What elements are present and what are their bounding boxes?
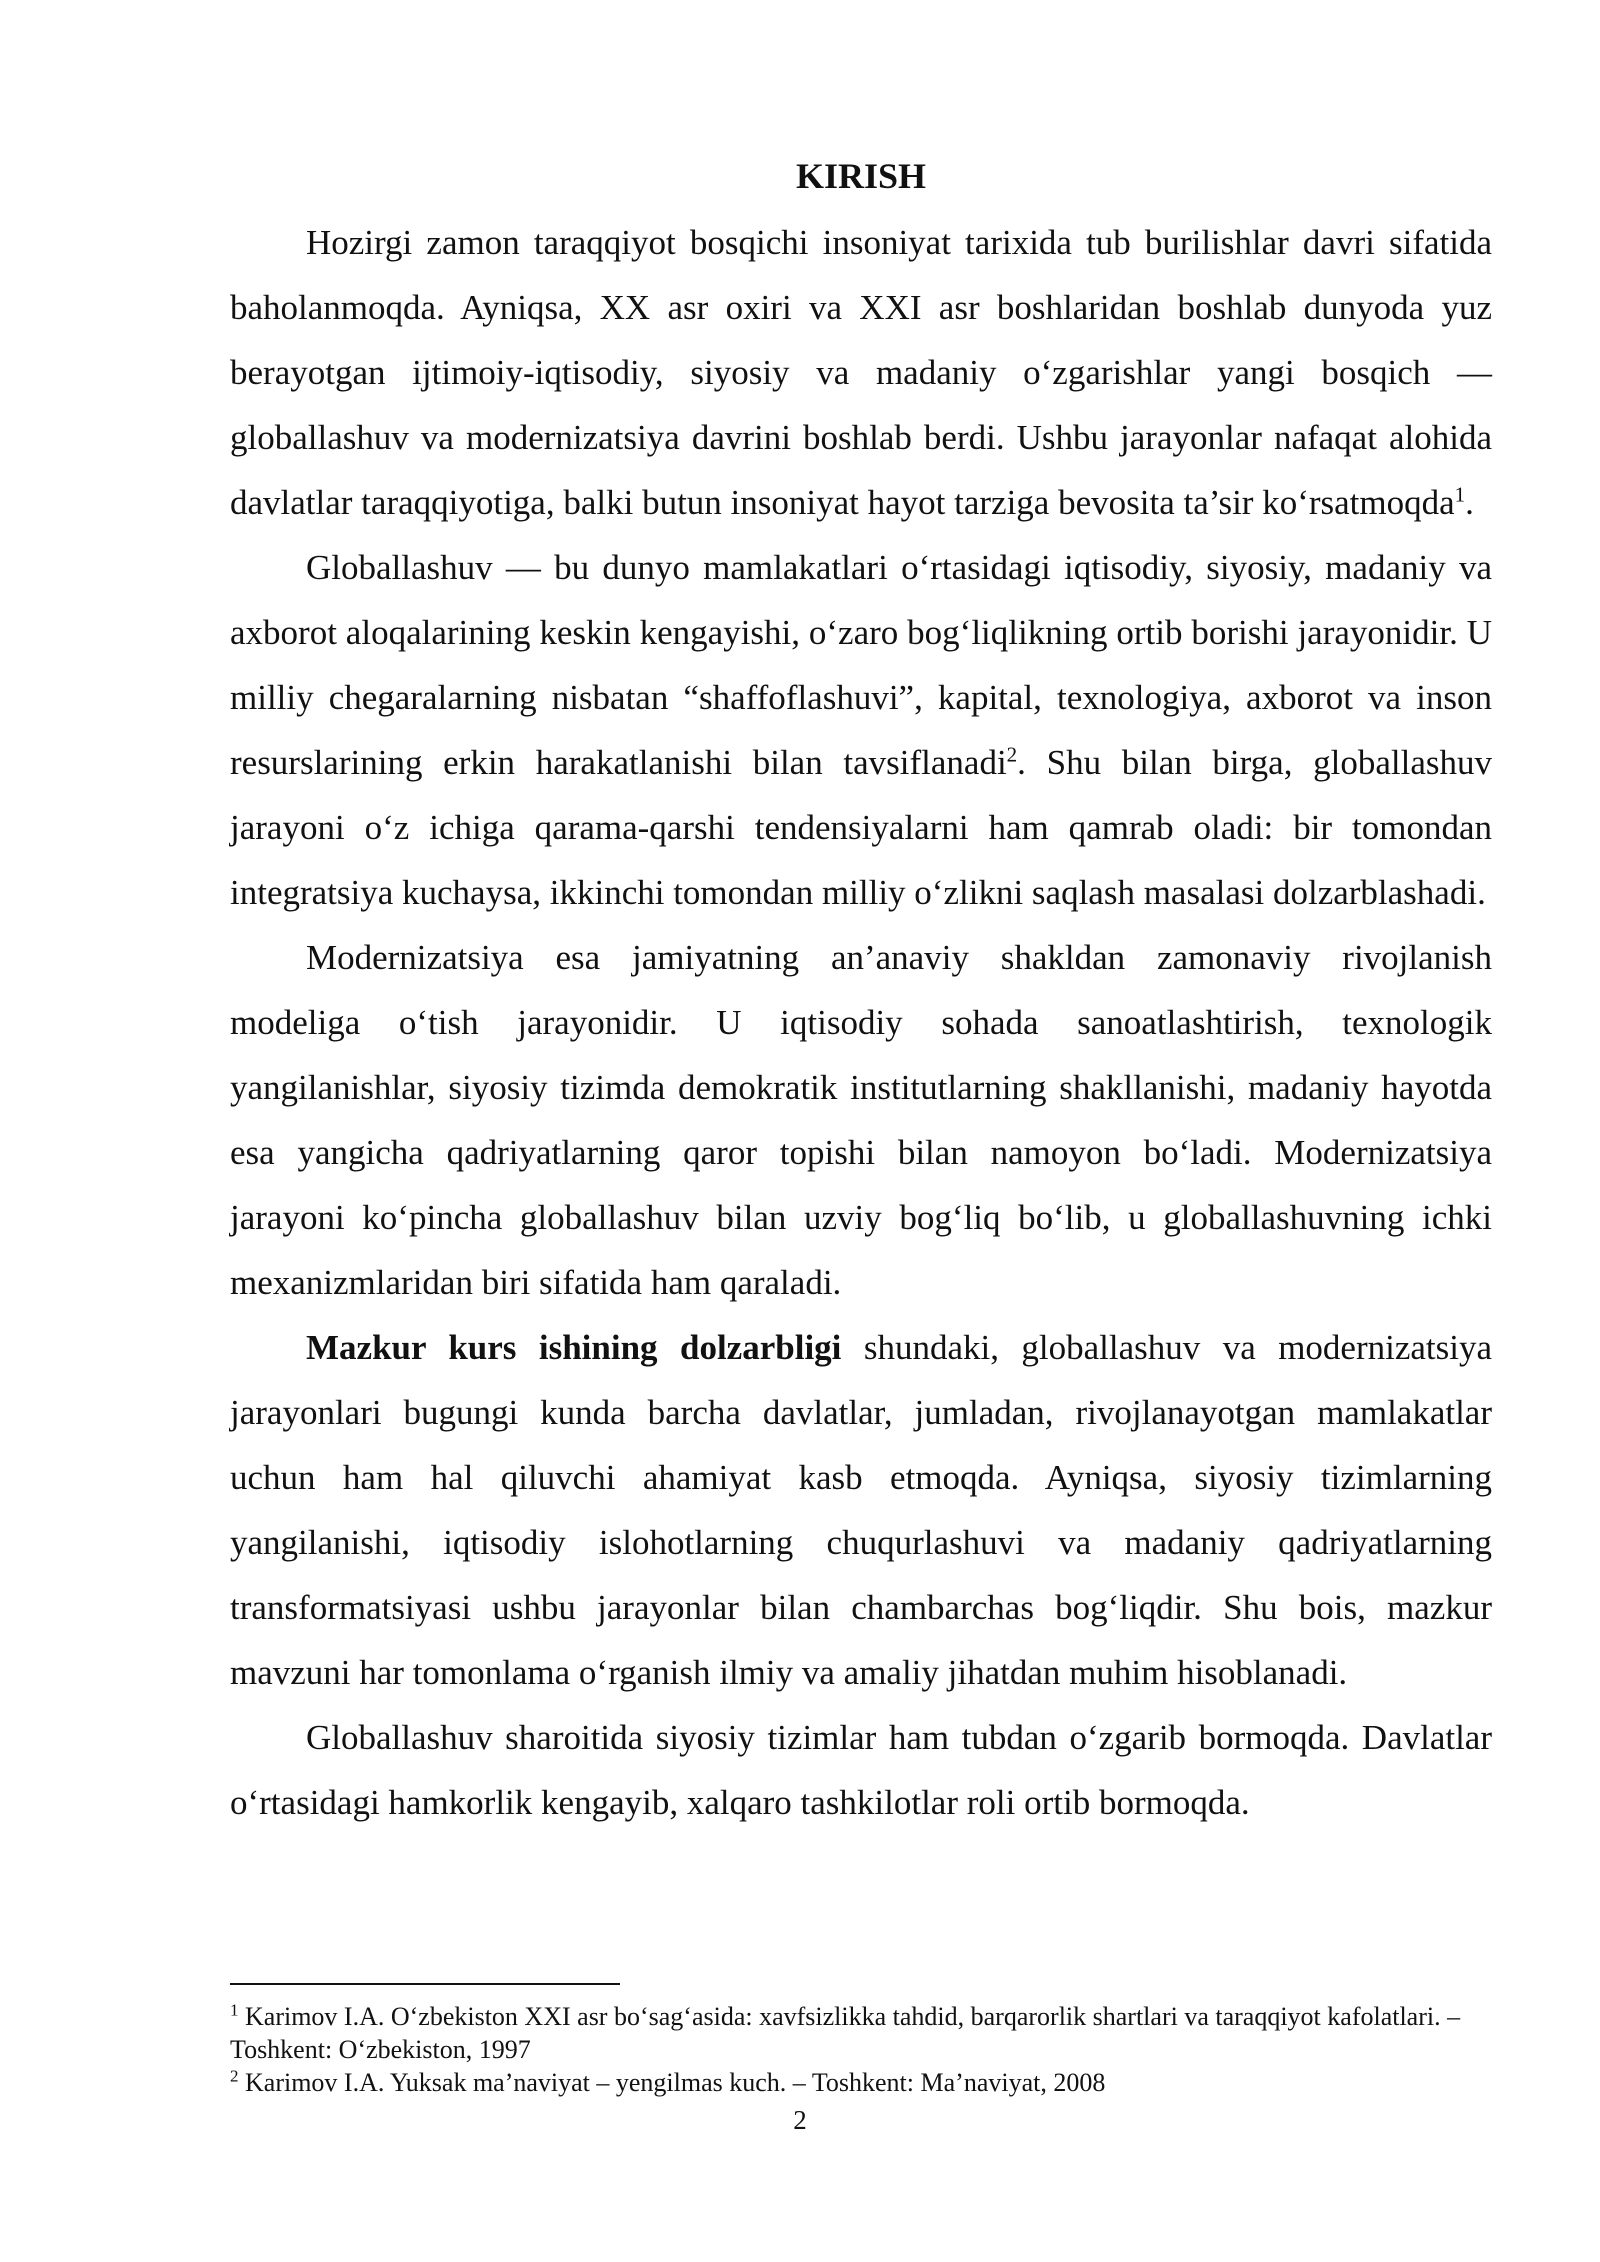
paragraph-3-text: Modernizatsiya esa jamiyatning an’anaviy shakldan zamonaviy rivojlanish modeliga oʻtish jarayonidir. U iqtisodiy sohada sanoatlashtirish, texnologik yangilanishlar, siyosiy tizimda demokratik institutlarning shakllanishi, madaniy hayotda esa yangicha qadriyatlarning qaror topishi bilan namoyon boʻladi. Modernizatsiya jarayoni koʻpincha globallashuv bilan uzviy bogʻliq boʻlib, u globallashuvning ichki mexanizmlaridan biri sifatida ham qaraladi. — [230, 938, 1492, 1302]
footnote-2-text: Karimov I.A. Yuksak ma’naviyat – yengilmas kuch. – Toshkent: Ma’naviyat, 2008 — [238, 2068, 1106, 2097]
paragraph-2-tail: . Shu bilan birga, globallashuv jarayoni oʻz ichiga qarama-qarshi tendensiyalarni ham qamrab oladi: bir tomondan integratsiya kuchaysa, ikkinchi tomondan milliy oʻzlikni saqlash masalasi dolzarblashadi. — [230, 743, 1492, 912]
paragraph-4 — [230, 1315, 1492, 1705]
page-number: 2 — [793, 2105, 807, 2135]
paragraph-5-text: Globallashuv sharoitida siyosiy tizimlar ham tubdan oʻzgarib bormoqda. Davlatlar oʻrtasidagi hamkorlik kengayib, xalqaro tashkilotlar roli ortib bormoqda. — [230, 1718, 1492, 1822]
section-heading: KIRISH — [795, 156, 927, 196]
footnote-1 — [230, 2000, 1492, 2066]
footnote-ref-2[interactable]: 2 — [1006, 742, 1018, 767]
footnote-ref-1[interactable]: 1 — [1454, 482, 1466, 507]
paragraph-2-text: Globallashuv — bu dunyo mamlakatlari oʻrtasidagi iqtisodiy, siyosiy, madaniy va axborot aloqalarining keskin kengayishi, oʻzaro bogʻliqlikning ortib borishi jarayonidir. U milliy chegaralarning nisbatan “shaffoflashuvi”, kapital, texnologiya, axborot va inson resurslarining erkin harakatlanishi bilan tavsiflanadi — [230, 548, 1492, 782]
main-content — [230, 148, 1492, 1835]
paragraph-1-tail: . — [1465, 483, 1474, 522]
paragraph-4-text: shundaki, globallashuv va modernizatsiya jarayonlari bugungi kunda barcha davlatlar, jumladan, rivojlanayotgan mamlakatlar uchun ham hal qiluvchi ahamiyat kasb etmoqda. Ayniqsa, siyosiy tizimlarning yangilanishi, iqtisodiy islohotlarning chuqurlashuvi va madaniy qadriyatlarning transformatsiyasi ushbu jarayonlar bilan chambarchas bogʻliqdir. Shu bois, mazkur mavzuni har tomonlama oʻrganish ilmiy va amaliy jihatdan muhim hisoblanadi. — [230, 1328, 1493, 1692]
footnote-2-mark: 2 — [230, 2066, 239, 2086]
paragraph-1 — [230, 210, 1492, 535]
footnote-1-text: Karimov I.A. Oʻzbekiston XXI asr boʻsagʻasida: xavfsizlikka tahdid, barqarorlik shartlari va taraqqiyot kafolatlari. – Toshkent: Oʻzbekiston, 1997 — [230, 2002, 1461, 2064]
paragraph-3 — [230, 925, 1492, 1315]
paragraph-1-text: Hozirgi zamon taraqqiyot bosqichi insoniyat tarixida tub burilishlar davri sifatida baholanmoqda. Ayniqsa, XX asr oxiri va XXI asr boshlaridan boshlab dunyoda yuz berayotgan ijtimoiy-iqtisodiy, siyosiy va madaniy oʻzgarishlar yangi bosqich — globallashuv va modernizatsiya davrini boshlab berdi. Ushbu jarayonlar nafaqat alohida davlatlar taraqqiyotiga, balki butun insoniyat hayot tarziga bevosita ta’sir koʻrsatmoqda — [230, 223, 1492, 522]
footnote-divider — [230, 1983, 620, 1985]
footnote-1-mark: 1 — [230, 2000, 239, 2020]
footnotes — [230, 2000, 1492, 2099]
paragraph-2 — [230, 535, 1492, 925]
footnote-2 — [230, 2066, 1492, 2099]
paragraph-5 — [230, 1705, 1492, 1835]
paragraph-4-bold-lead: Mazkur kurs ishining dolzarbligi — [306, 1328, 842, 1367]
